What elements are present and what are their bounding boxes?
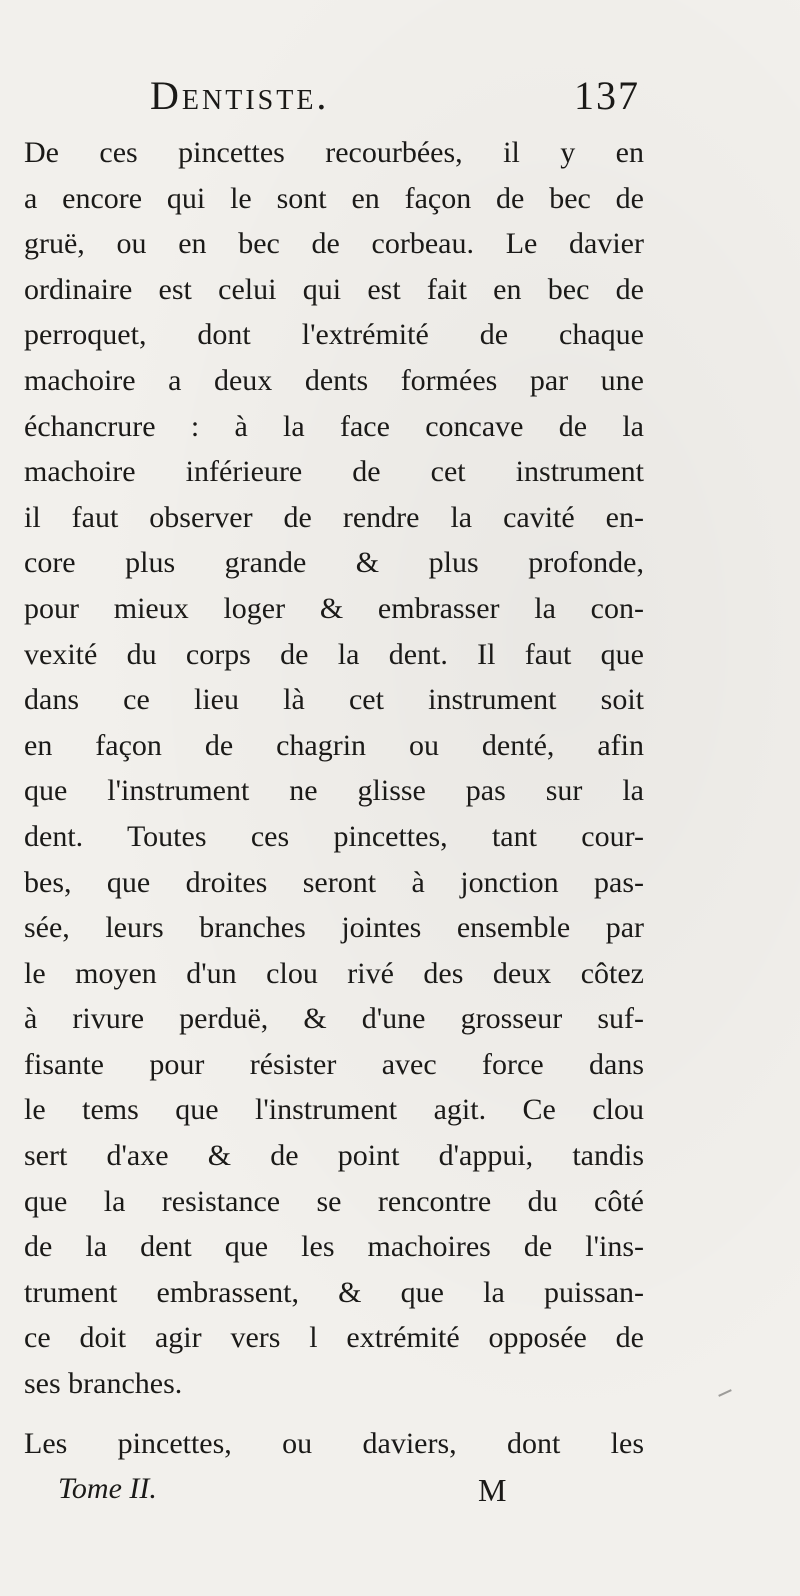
text-line: perroquet, dont l'extrémité de chaque bbox=[24, 318, 644, 352]
text-line: ce doit agir vers l extrémité opposée de bbox=[24, 1321, 644, 1355]
text-line: De ces pincettes recourbées, il y en bbox=[24, 136, 644, 169]
text-line: a encore qui le sont en façon de bec de bbox=[24, 181, 644, 215]
text-line: que l'instrument ne glisse pas sur la bbox=[24, 774, 644, 808]
ink-speck bbox=[718, 1389, 732, 1397]
text-line: vexité du corps de la dent. Il faut que bbox=[24, 637, 644, 671]
text-line: à rivure perduë, & d'une grosseur suf- bbox=[24, 1002, 644, 1036]
page-number: 137 bbox=[574, 73, 640, 118]
text-line: gruë, ou en bec de corbeau. Le davier bbox=[24, 227, 644, 261]
signature-mark: M bbox=[478, 1472, 507, 1508]
paragraph bbox=[24, 1421, 644, 1467]
running-title: Dentiste. bbox=[150, 73, 330, 118]
text-line: que la resistance se rencontre du côté bbox=[24, 1184, 644, 1218]
text-line: machoire a deux dents formées par une bbox=[24, 363, 644, 397]
text-line: machoire inférieure de cet instrument bbox=[24, 455, 644, 489]
text-line: en façon de chagrin ou denté, afin bbox=[24, 728, 644, 762]
text-line: échancrure : à la face concave de la bbox=[24, 409, 644, 443]
text-line: sée, leurs branches jointes ensemble par bbox=[24, 911, 644, 945]
text-line: il faut observer de rendre la cavité en- bbox=[24, 500, 644, 534]
text-line: dent. Toutes ces pincettes, tant cour- bbox=[24, 819, 644, 853]
volume-label: Tome II. bbox=[58, 1472, 157, 1505]
text-line: pour mieux loger & embrasser la con- bbox=[24, 591, 644, 625]
text-line: ordinaire est celui qui est fait en bec de bbox=[24, 272, 644, 306]
text-line: ses branches. bbox=[24, 1367, 183, 1401]
text-line: bes, que droites seront à jonction pas- bbox=[24, 865, 644, 899]
text-line: fisante pour résister avec force dans bbox=[24, 1047, 644, 1081]
page-header bbox=[150, 72, 640, 132]
main-text bbox=[24, 130, 644, 1466]
text-line: le moyen d'un clou rivé des deux côtez bbox=[24, 956, 644, 990]
text-line: trument embrassent, & que la puissan- bbox=[24, 1275, 644, 1309]
text-line: Les pincettes, ou daviers, dont les bbox=[24, 1426, 644, 1460]
paragraph-gap bbox=[24, 1407, 644, 1421]
text-line: dans ce lieu là cet instrument soit bbox=[24, 683, 644, 717]
text-line: le tems que l'instrument agit. Ce clou bbox=[24, 1093, 644, 1127]
paragraph bbox=[24, 130, 644, 1407]
text-line: core plus grande & plus profonde, bbox=[24, 546, 644, 580]
page-footer bbox=[58, 1472, 518, 1522]
text-line: sert d'axe & de point d'appui, tandis bbox=[24, 1139, 644, 1173]
text-line: de la dent que les machoires de l'ins- bbox=[24, 1230, 644, 1264]
